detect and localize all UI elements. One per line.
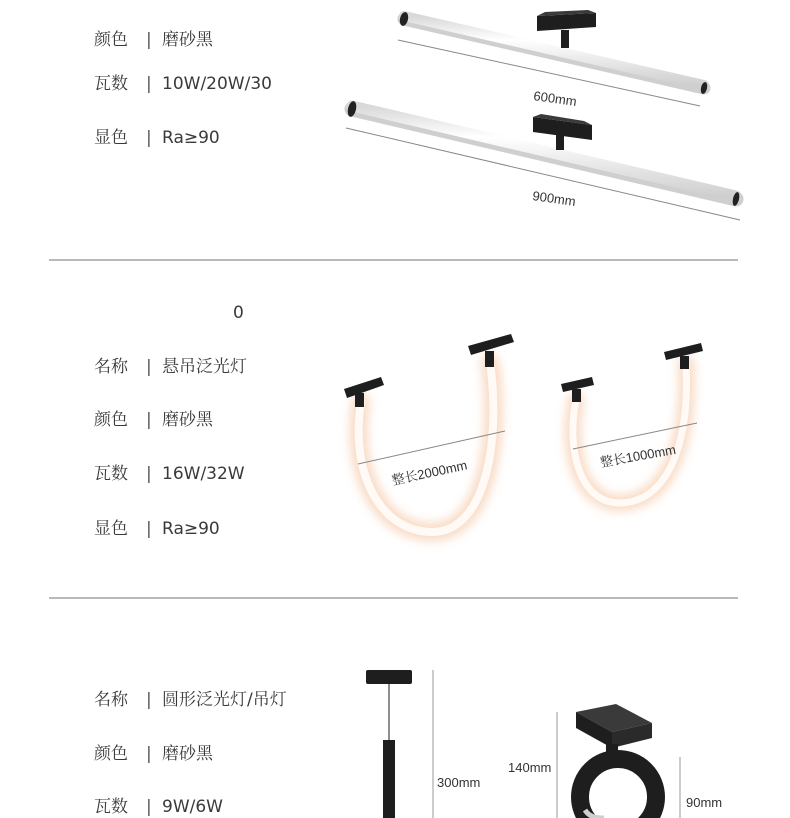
spec-separator: |: [146, 357, 152, 377]
spec-separator: |: [146, 464, 152, 484]
spec-value: 16W/32W: [162, 464, 245, 484]
spec-value: 圆形泛光灯/吊灯: [162, 690, 287, 710]
spec-value: 磨砂黑: [162, 410, 213, 430]
dimension-label-140: 140mm: [508, 760, 552, 775]
spec-key: 显色: [94, 128, 128, 148]
spec-key: 名称: [94, 357, 128, 377]
spec-key: 颜色: [94, 744, 128, 764]
spec-key: 瓦数: [94, 74, 128, 94]
round-spot-light: [576, 704, 656, 818]
spec-key: 瓦数: [94, 464, 128, 484]
spec-value: 9W/6W: [162, 797, 223, 817]
dimension-label-90: 90mm: [686, 795, 723, 810]
spec-value: 10W/20W/30: [162, 74, 272, 94]
spec-key: 显色: [94, 519, 128, 539]
spec-separator: |: [146, 797, 152, 817]
spec-separator: |: [146, 744, 152, 764]
spec-key: 颜色: [94, 30, 128, 50]
dimension-label-600: 600mm: [532, 88, 578, 110]
spec-value: 磨砂黑: [162, 30, 213, 50]
linear-light-600: [399, 10, 709, 95]
pendant-light: [366, 670, 412, 818]
dimension-label-2000: 整长2000mm: [390, 457, 469, 488]
spec-separator: |: [146, 519, 152, 539]
spec-key: 颜色: [94, 410, 128, 430]
spec-separator: |: [146, 128, 152, 148]
spec-value: 悬吊泛光灯: [162, 357, 247, 377]
stray-text: 0: [233, 303, 244, 323]
dimension-label-900: 900mm: [531, 188, 577, 210]
spec-value: Ra≥90: [162, 519, 220, 539]
dimension-label-1000: 整长1000mm: [598, 441, 677, 470]
spec-value: Ra≥90: [162, 128, 220, 148]
dimension-label-300: 300mm: [437, 775, 481, 790]
spec-separator: |: [146, 74, 152, 94]
spec-key: 瓦数: [94, 797, 128, 817]
dimension-line: [346, 128, 740, 220]
flex-light-1000: [561, 343, 703, 503]
spec-separator: |: [146, 410, 152, 430]
spec-separator: |: [146, 690, 152, 710]
flex-light-2000: [344, 334, 514, 532]
spec-value: 磨砂黑: [162, 744, 213, 764]
spec-separator: |: [146, 30, 152, 50]
spec-key: 名称: [94, 690, 128, 710]
